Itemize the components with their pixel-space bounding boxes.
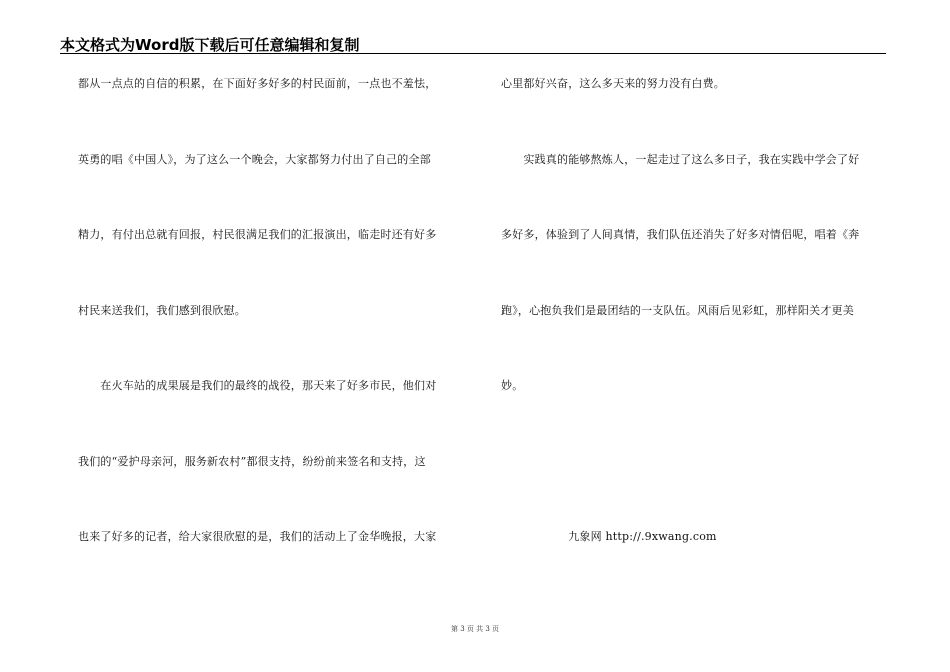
document-header-title: 本文格式为Word版下载后可任意编辑和复制 (60, 36, 360, 54)
paragraph-line: 都从一点点的自信的积累，在下面好多好多的村民面前，一点也不羞怯， (78, 77, 437, 90)
paragraph-line: 精力，有付出总就有回报，村民很满足我们的汇报演出，临走时还有好多 (78, 228, 437, 241)
paragraph-line: 实践真的能够熬炼人，一起走过了这么多日子，我在实践中学会了好 (501, 153, 860, 166)
paragraph-line: 妙。 (501, 379, 524, 392)
paragraph-line: 也来了好多的记者，给大家很欣慰的是，我们的活动上了金华晚报，大家 (78, 530, 437, 543)
paragraph-line: 跑》，心抱负我们是最团结的一支队伍。风雨后见彩虹，那样阳关才更美 (501, 304, 854, 317)
paragraph-line: 在火车站的成果展是我们的最终的战役，那天来了好多市民，他们对 (78, 379, 437, 392)
paragraph-line: 心里都好兴奋，这么多天来的努力没有白费。 (501, 77, 725, 90)
paragraph-line: 英勇的唱《中国人》，为了这么一个晚会，大家都努力付出了自己的全部 (78, 153, 431, 166)
paragraph-line: 我们的“爱护母亲河，服务新农村”都很支持，纷纷前来签名和支持，这 (78, 455, 426, 468)
header-divider (60, 53, 886, 54)
website-credit-line: 九象网 http://.9xwang.com (501, 530, 717, 543)
paragraph-line: 村民来送我们，我们感到很欣慰。 (78, 304, 246, 317)
paragraph-line: 多好多，体验到了人间真情，我们队伍还消失了好多对情侣呢，唱着《奔 (501, 228, 860, 241)
page-number: 第 3 页 共 3 页 (450, 625, 500, 633)
